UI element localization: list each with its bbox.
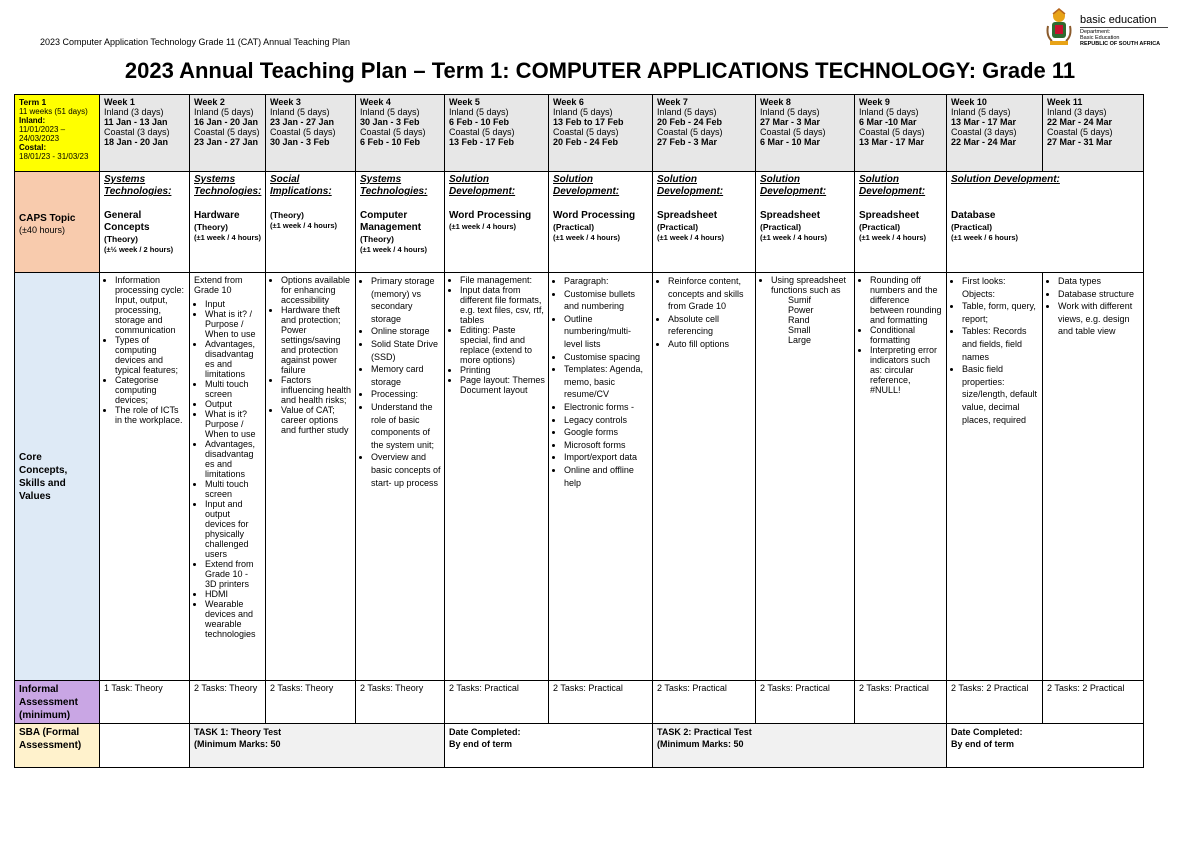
list-item: • Interpreting error indicators such as: circular reference, #NULL! [870, 345, 943, 395]
informal-week-7: 2 Tasks: Practical [653, 681, 756, 724]
page-title: 2023 Annual Teaching Plan – Term 1: COMPUTER APPLICATIONS TECHNOLOGY: Grade 11 [124, 58, 1076, 83]
core-concepts-row [15, 273, 1144, 681]
caps-topic-week-7: Solution Development: Spreadsheet (Practical) (±1 week / 4 hours) [653, 172, 756, 273]
list-item: • Auto fill options [668, 338, 752, 351]
list-item: • Printing [460, 365, 545, 375]
weeks-row [15, 95, 1144, 172]
core-week-7 [653, 273, 756, 681]
list-item: • Electronic forms - [564, 401, 649, 414]
list-item: • File management: [460, 275, 545, 285]
list-item: • HDMI [205, 589, 262, 599]
list-item: • Basic field properties: size/length, default value, decimal places, required [962, 363, 1039, 426]
list-item: • Output [205, 399, 262, 409]
sba-row [15, 724, 1144, 768]
core-concepts-header: Core Concepts, Skills and Values [15, 273, 100, 681]
core-week-6 [549, 273, 653, 681]
informal-week-11: 2 Tasks: 2 Practical [1043, 681, 1144, 724]
list-item: • Customise spacing [564, 351, 649, 364]
list-item: • Paragraph: [564, 275, 649, 288]
informal-week-3: 2 Tasks: Theory [266, 681, 356, 724]
list-item: • Editing: Paste special, find and replace (extend to more options) [460, 325, 545, 365]
list-item: • Categorise computing devices; [115, 375, 186, 405]
week-header-5: Week 5 Inland (5 days) 6 Feb - 10 Feb Coastal (5 days) 13 Feb - 17 Feb [445, 95, 549, 172]
week-header-6: Week 6 Inland (5 days) 13 Feb to 17 Feb Coastal (5 days) 20 Feb - 24 Feb [549, 95, 653, 172]
list-item: • Tables: Records and fields, field names [962, 325, 1039, 363]
logo-dept-text: Department: Basic Education REPUBLIC OF SOUTH AFRICA [1080, 29, 1161, 47]
informal-week-5: 2 Tasks: Practical [445, 681, 549, 724]
list-item: • Multi touch screen [205, 479, 262, 499]
list-item: • Google forms [564, 426, 649, 439]
caps-topic-week-8: Solution Development: Spreadsheet (Practical) (±1 week / 4 hours) [756, 172, 855, 273]
caps-topic-week-2: Systems Technologies: Hardware (Theory) (±1 week / 4 hours) [190, 172, 266, 273]
list-item: • What is it? Purpose / When to use [205, 409, 262, 439]
list-item: • Online and offline help [564, 464, 649, 489]
list-item: • Advantages, disadvantag es and limitations [205, 439, 262, 479]
list-item: • Input and output devices for physically challenged users [205, 499, 262, 559]
week-header-2: Week 2 Inland (5 days) 16 Jan - 20 Jan Coastal (5 days) 23 Jan - 27 Jan [190, 95, 266, 172]
list-item: • Work with different views, e.g. design and table view [1058, 300, 1140, 338]
list-item: • Database structure [1058, 288, 1140, 301]
informal-assessment-row [15, 681, 1144, 724]
informal-week-4: 2 Tasks: Theory [356, 681, 445, 724]
informal-assessment-header: Informal Assessment (minimum) [15, 681, 100, 724]
core-week-11 [1043, 273, 1144, 681]
informal-week-9: 2 Tasks: Practical [855, 681, 947, 724]
list-item: • Customise bullets and numbering [564, 288, 649, 313]
week-header-10: Week 10 Inland (5 days) 13 Mar - 17 Mar Coastal (3 days) 22 Mar - 24 Mar [947, 95, 1043, 172]
caps-topic-week-6: Solution Development: Word Processing (Practical) (±1 week / 4 hours) [549, 172, 653, 273]
function-name: Power [788, 305, 814, 315]
week-header-3: Week 3 Inland (5 days) 23 Jan - 27 Jan Coastal (5 days) 30 Jan - 3 Feb [266, 95, 356, 172]
sba-task-2: TASK 2: Practical Test (Minimum Marks: 50 [653, 724, 947, 768]
list-item: • Input data from different file formats, e.g. text files, csv, rtf, tables [460, 285, 545, 325]
informal-week-6: 2 Tasks: Practical [549, 681, 653, 724]
week-header-8: Week 8 Inland (5 days) 27 Mar - 3 Mar Coastal (5 days) 6 Mar - 10 Mar [756, 95, 855, 172]
list-item: • Input [205, 299, 262, 309]
list-item: • Wearable devices and wearable technologies [205, 599, 262, 639]
list-item: • Multi touch screen [205, 379, 262, 399]
function-name: Rand [788, 315, 810, 325]
core-week-10 [947, 273, 1043, 681]
teaching-plan-table [14, 94, 1144, 768]
list-item: • Legacy controls [564, 414, 649, 427]
coat-of-arms-icon [1043, 8, 1075, 48]
function-name: Sumif [788, 295, 812, 305]
informal-week-10: 2 Tasks: 2 Practical [947, 681, 1043, 724]
list-item: • Memory card storage [371, 363, 441, 388]
list-item: • Data types [1058, 275, 1140, 288]
sba-week-1 [100, 724, 190, 768]
week-header-1: Week 1 Inland (3 days) 11 Jan - 13 Jan Coastal (3 days) 18 Jan - 20 Jan [100, 95, 190, 172]
caps-topic-week-9: Solution Development: Spreadsheet (Practical) (±1 week / 4 hours) [855, 172, 947, 273]
week-header-11: Week 11 Inland (3 days) 22 Mar - 24 Mar Coastal (5 days) 27 Mar - 31 Mar [1043, 95, 1144, 172]
term-cell: Term 1 11 weeks (51 days) Inland: 11/01/2023 – 24/03/2023 Costal: 18/01/23 - 31/03/23 [15, 95, 100, 172]
logo-divider [1080, 27, 1168, 28]
caps-topic-header: CAPS Topic (±40 hours) [15, 172, 100, 273]
caps-topic-week-4: Systems Technologies: Computer Management (Theory) (±1 week / 4 hours) [356, 172, 445, 273]
list-item: • Online storage [371, 325, 441, 338]
logo-brand-text: basic education [1080, 14, 1157, 26]
week-header-7: Week 7 Inland (5 days) 20 Feb - 24 Feb Coastal (5 days) 27 Feb - 3 Mar [653, 95, 756, 172]
list-item: • The role of ICTs in the workplace. [115, 405, 186, 425]
list-item: • Page layout: Themes Document layout [460, 375, 545, 395]
core-week-2: Extend from Grade 10 • Input • What is it? / Purpose / When to use • Advantages, disadvantag es and limitations • Multi touch screen • Output • What is it? Purpose / When to use • Advantages, disadvantag es and limitations • Multi touch screen • Input and output devices for physically challenged users • Extend from Grade 10 - 3D printers • HDMI • Wearable devices and wearable technologies [190, 273, 266, 681]
caps-topic-row [15, 172, 1144, 273]
list-item: • Advantages, disadvantag es and limitations [205, 339, 262, 379]
list-item: • Absolute cell referencing [668, 313, 752, 338]
list-item: • Table, form, query, report; [962, 300, 1039, 325]
list-item: • Overview and basic concepts of start- up process [371, 451, 441, 489]
list-item: • First looks: Objects: [962, 275, 1039, 300]
core-week-3 [266, 273, 356, 681]
caps-topic-week-5: Solution Development: Word Processing (±1 week / 4 hours) [445, 172, 549, 273]
list-item: • Understand the role of basic components of the system unit; [371, 401, 441, 451]
sba-date-2: Date Completed: By end of term [947, 724, 1144, 768]
sba-date-1: Date Completed: By end of term [445, 724, 653, 768]
caps-topic-week-10-11: Solution Development: Database (Practical) (±1 week / 6 hours) [947, 172, 1144, 273]
list-item: • What is it? / Purpose / When to use [205, 309, 262, 339]
sba-task-1: TASK 1: Theory Test (Minimum Marks: 50 [190, 724, 445, 768]
function-name: Large [788, 335, 812, 345]
core-week-4 [356, 273, 445, 681]
list-item: • Reinforce content, concepts and skills from Grade 10 [668, 275, 752, 313]
list-item: • Outline numbering/multi-level lists [564, 313, 649, 351]
list-item: • Types of computing devices and typical features; [115, 335, 186, 375]
week-header-9: Week 9 Inland (5 days) 6 Mar -10 Mar Coastal (5 days) 13 Mar - 17 Mar [855, 95, 947, 172]
informal-week-8: 2 Tasks: Practical [756, 681, 855, 724]
caps-topic-week-1: Systems Technologies: General Concepts (Theory) (±½ week / 2 hours) [100, 172, 190, 273]
function-name: Small [788, 325, 811, 335]
list-item: • Processing: [371, 388, 441, 401]
list-item: • Solid State Drive (SSD) [371, 338, 441, 363]
core-week-5 [445, 273, 549, 681]
list-item: • Import/export data [564, 451, 649, 464]
document-label: 2023 Computer Application Technology Grade 11 (CAT) Annual Teaching Plan [40, 37, 351, 47]
list-item: • Value of CAT; career options and further study [281, 405, 352, 435]
list-item: • Factors influencing health and health risks; [281, 375, 352, 405]
caps-topic-week-3: Social Implications: (Theory) (±1 week / 4 hours) [266, 172, 356, 273]
sba-header: SBA (Formal Assessment) [15, 724, 100, 768]
list-item: • Conditional formatting [870, 325, 943, 345]
list-item: • Extend from Grade 10 - 3D printers [205, 559, 262, 589]
informal-week-1: 1 Task: Theory [100, 681, 190, 724]
core-week-1 [100, 273, 190, 681]
list-item: • Options available for enhancing accessibility [281, 275, 352, 305]
department-logo [1043, 8, 1163, 50]
list-item: • Microsoft forms [564, 439, 649, 452]
list-item: • Templates: Agenda, memo, basic resume/CV [564, 363, 649, 401]
week-header-4: Week 4 Inland (5 days) 30 Jan - 3 Feb Coastal (5 days) 6 Feb - 10 Feb [356, 95, 445, 172]
informal-week-2: 2 Tasks: Theory [190, 681, 266, 724]
core-week-8: • Using spreadsheet functions such as Sumif Power Rand Small Large [756, 273, 855, 681]
list-item: • Hardware theft and protection; Power settings/saving and protection against power failure [281, 305, 352, 375]
list-item: • Rounding off numbers and the difference between rounding and formatting [870, 275, 943, 325]
core-week-9 [855, 273, 947, 681]
list-item: • Information processing cycle: Input, output, processing, storage and communication [115, 275, 186, 335]
list-item: • Primary storage (memory) vs secondary storage [371, 275, 441, 325]
